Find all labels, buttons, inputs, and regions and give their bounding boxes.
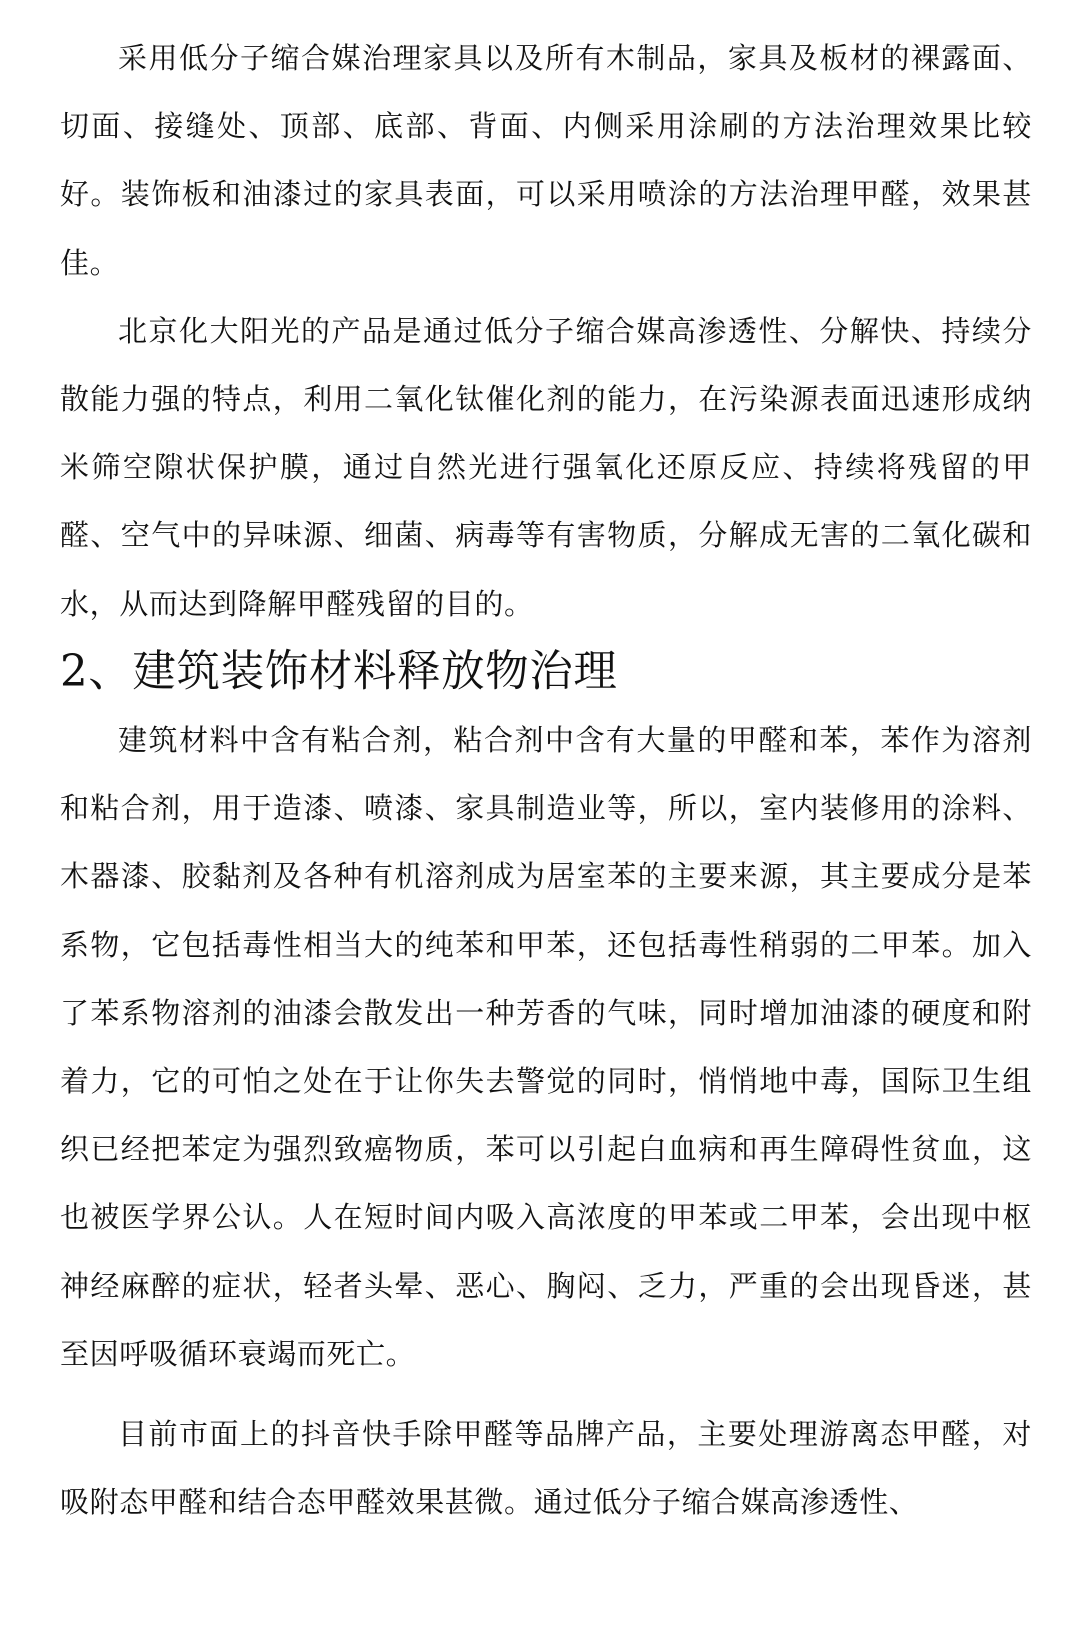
paragraph-spacer [60,1388,1032,1400]
paragraph-benzene-hazards: 建筑材料中含有粘合剂，粘合剂中含有大量的甲醛和苯，苯作为溶剂和粘合剂，用于造漆、喷漆、家具制造业等，所以，室内装修用的涂料、木器漆、胶黏剂及各种有机溶剂成为居室苯的主要来源，其主要成分是苯系物，它包括毒性相当大的纯苯和甲苯，还包括毒性稍弱的二甲苯。加入了苯系物溶剂的油漆会散发出一种芳香的气味，同时增加油漆的硬度和附着力，它的可怕之处在于让你失去警觉的同时，悄悄地中毒，国际卫生组织已经把苯定为强烈致癌物质，苯可以引起白血病和再生障碍性贫血，这也被医学界公认。人在短时间内吸入高浓度的甲苯或二甲苯，会出现中枢神经麻醉的症状，轻者头晕、恶心、胸闷、乏力，严重的会出现昏迷，甚至因呼吸循环衰竭而死亡。 [60,723,1032,1371]
paragraph-market-products: 目前市面上的抖音快手除甲醛等品牌产品，主要处理游离态甲醛，对吸附态甲醛和结合态甲醛效果甚微。通过低分子缩合媒高渗透性、 [60,1417,1032,1520]
section-heading-building-materials: 2、建筑装饰材料释放物治理 [60,646,618,697]
paragraph-furniture-treatment: 采用低分子缩合媒治理家具以及所有木制品，家具及板材的裸露面、切面、接缝处、顶部、底部、背面、内侧采用涂刷的方法治理效果比较好。装饰板和油漆过的家具表面，可以采用喷涂的方法治理甲醛，效果甚佳。 [60,41,1032,280]
paragraph-product-description: 北京化大阳光的产品是通过低分子缩合媒高渗透性、分解快、持续分散能力强的特点，利用二氧化钛催化剂的能力，在污染源表面迅速形成纳米筛空隙状保护膜，通过自然光进行强氧化还原反应、持续将残留的甲醛、空气中的异味源、细菌、病毒等有害物质，分解成无害的二氧化碳和水，从而达到降解甲醛残留的目的。 [60,313,1032,621]
